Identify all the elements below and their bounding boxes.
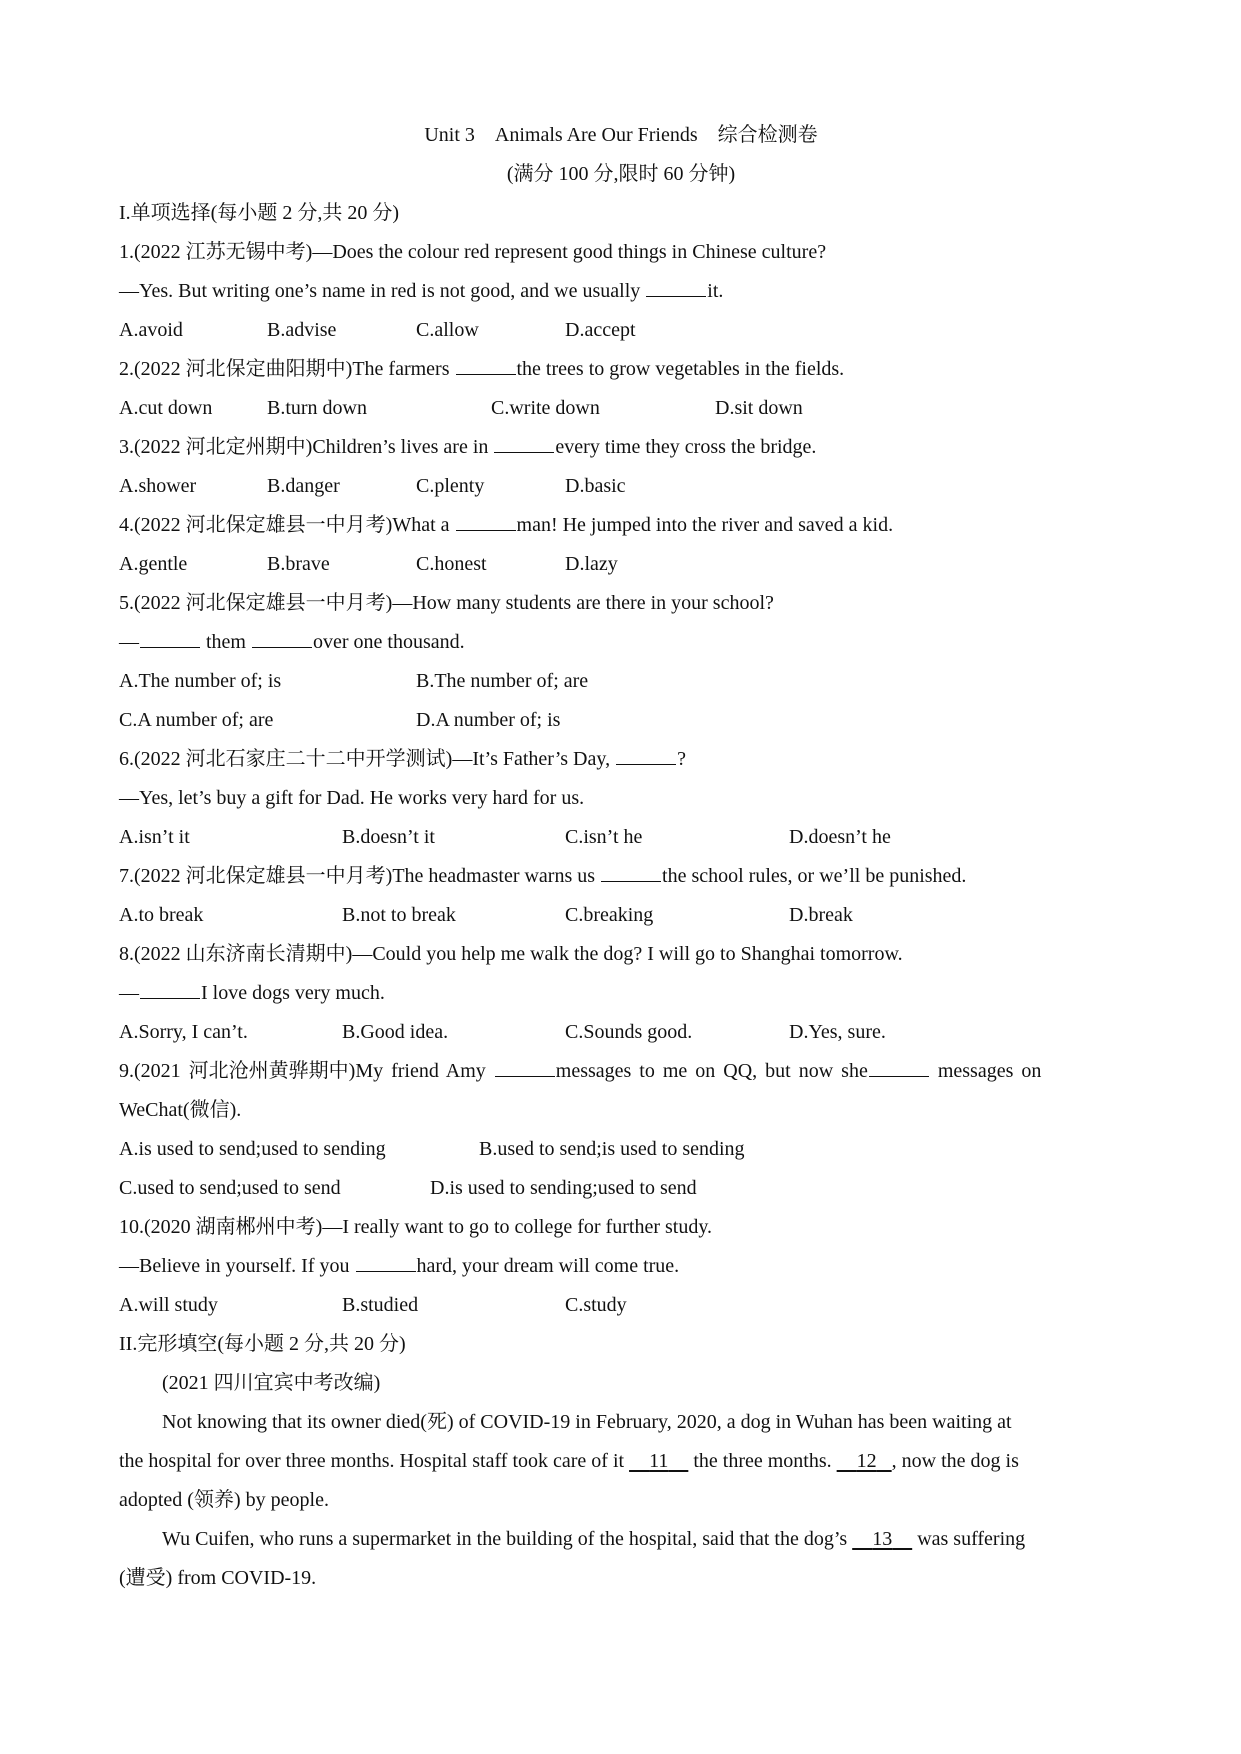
question-10-text: —Believe in yourself. If you [119,1255,355,1277]
option-b: B.brave [267,553,330,575]
question-1-reply-text: —Yes. But writing one’s name in red is not good, and we usually [119,280,646,302]
question-9-tail: messages on [929,1060,1042,1082]
option-c: C.Sounds good. [565,1021,693,1043]
option-d: D.is used to sending;used to send [430,1177,697,1199]
question-4-options [119,545,1123,584]
option-a: A.shower [119,475,197,497]
question-8-reply [119,974,1123,1013]
answer-blank [140,627,200,648]
passage-text: the hospital for over three months. Hospital staff took care of it [119,1450,630,1472]
question-1-stem: 1.(2022 江苏无锡中考)—Does the colour red represent good things in Chinese culture? [119,241,827,263]
option-c: C.study [565,1294,627,1316]
option-d: D.break [789,904,853,926]
question-4-stem [119,506,1123,545]
question-7-tail: the school rules, or we’ll be punished. [662,865,967,887]
question-8-options [119,1013,1123,1052]
option-b: B.advise [267,319,337,341]
passage-paragraph-2-line-2: (遭受) from COVID-19. [119,1567,317,1589]
option-a: A.is used to send;used to sending [119,1138,386,1160]
option-c: C.plenty [416,475,485,497]
question-6-reply: —Yes, let’s buy a gift for Dad. He works very hard for us. [119,787,585,809]
section-heading-2: II.完形填空(每小题 2 分,共 20 分) [119,1333,406,1355]
question-10-tail: hard, your dream will come true. [416,1255,680,1277]
cloze-number: 12 [856,1450,877,1472]
question-3-tail: every time they cross the bridge. [555,436,817,458]
option-b: B.turn down [267,397,367,419]
exam-content [119,116,1123,1598]
question-2-tail: the trees to grow vegetables in the fields. [516,358,845,380]
section-heading-1: I.单项选择(每小题 2 分,共 20 分) [119,202,399,224]
option-d: D.sit down [715,397,803,419]
option-d: D.basic [565,475,626,497]
question-7-text: 7.(2022 河北保定雄县一中月考)The headmaster warns us [119,865,601,887]
option-c: C.used to send;used to send [119,1177,341,1199]
option-d: D.lazy [565,553,618,575]
option-c: C.isn’t he [565,826,643,848]
question-5-reply [119,623,1123,662]
question-1-options [119,311,1123,350]
passage-text: Wu Cuifen, who runs a supermarket in the building of the hospital, said that the dog’s [162,1528,853,1550]
option-b: B.studied [342,1294,419,1316]
cloze-blank-11 [629,1450,688,1472]
option-d: D.doesn’t he [789,826,891,848]
option-d: D.accept [565,319,636,341]
question-6-tail: ? [677,748,686,770]
option-b: B.not to break [342,904,456,926]
question-2-stem [119,350,1123,389]
passage-paragraph-2-line-1 [119,1520,1123,1559]
question-5-stem: 5.(2022 河北保定雄县一中月考)—How many students are there in your school? [119,592,774,614]
option-b: B.used to send;is used to sending [479,1138,745,1160]
option-c: C.honest [416,553,487,575]
option-c: C.A number of; are [119,709,274,731]
option-a: A.Sorry, I can’t. [119,1021,248,1043]
passage-text: the three months. [688,1450,837,1472]
answer-blank [140,978,200,999]
question-3-stem [119,428,1123,467]
question-9-options-row-1 [119,1130,1123,1169]
question-10-stem: 10.(2020 湖南郴州中考)—I really want to go to college for further study. [119,1216,713,1238]
option-b: B.Good idea. [342,1021,449,1043]
question-10-reply [119,1247,1123,1286]
question-5-options-row-2 [119,701,1123,740]
passage-text: , now the dog is [891,1450,1019,1472]
cloze-number: 13 [872,1528,893,1550]
option-c: C.write down [491,397,600,419]
answer-blank [495,1056,555,1077]
question-9-text: 9.(2021 河北沧州黄骅期中)My friend Amy [119,1060,494,1082]
passage-paragraph-1-line-2 [119,1442,1123,1481]
question-4-text: 4.(2022 河北保定雄县一中月考)What a [119,514,455,536]
passage-paragraph-1-line-1: Not knowing that its owner died(死) of COVID-19 in February, 2020, a dog in Wuhan has been waiting at [162,1411,1012,1433]
question-5-tail: over one thousand. [313,631,465,653]
option-d: D.Yes, sure. [789,1021,886,1043]
answer-blank [616,744,676,765]
cloze-blank-13 [852,1528,912,1550]
question-3-options [119,467,1123,506]
question-5-dash: — [119,631,139,653]
question-6-stem [119,740,1123,779]
question-4-tail: man! He jumped into the river and saved a kid. [516,514,894,536]
question-8-stem: 8.(2022 山东济南长清期中)—Could you help me walk the dog? I will go to Shanghai tomorrow. [119,943,903,965]
option-a: A.gentle [119,553,188,575]
passage-source: (2021 四川宜宾中考改编) [162,1372,381,1394]
cloze-number: 11 [649,1450,669,1472]
question-9-stem [119,1052,1123,1091]
question-7-stem [119,857,1123,896]
question-1-reply [119,272,1123,311]
question-5-options-row-1 [119,662,1123,701]
answer-blank [869,1056,929,1077]
passage-paragraph-1-line-3: adopted (领养) by people. [119,1489,329,1511]
question-9-options-row-2 [119,1169,1123,1208]
option-b: B.The number of; are [416,670,589,692]
answer-blank [494,432,554,453]
option-a: A.to break [119,904,204,926]
question-8-tail: I love dogs very much. [201,982,385,1004]
option-c: C.breaking [565,904,654,926]
question-2-options [119,389,1123,428]
question-6-text: 6.(2022 河北石家庄二十二中开学测试)—It’s Father’s Day, [119,748,616,770]
option-a: A.cut down [119,397,213,419]
option-b: B.doesn’t it [342,826,435,848]
option-a: A.avoid [119,319,183,341]
page-subtitle: (满分 100 分,限时 60 分钟) [506,163,736,185]
cloze-blank-12 [837,1450,892,1472]
answer-blank [252,627,312,648]
option-c: C.allow [416,319,479,341]
answer-blank [456,510,516,531]
question-9-stem-cont: WeChat(微信). [119,1099,242,1121]
option-d: D.A number of; is [416,709,561,731]
answer-blank [601,861,661,882]
question-1-reply-tail: it. [707,280,724,302]
question-7-options [119,896,1123,935]
option-a: A.isn’t it [119,826,190,848]
question-9-mid: messages to me on QQ, but now she [555,1060,868,1082]
answer-blank [646,276,706,297]
question-3-text: 3.(2022 河北定州期中)Children’s lives are in [119,436,494,458]
passage-text: was suffering [912,1528,1026,1550]
question-6-options [119,818,1123,857]
page-title: Unit 3 Animals Are Our Friends 综合检测卷 [424,124,818,146]
question-10-options [119,1286,1123,1325]
option-a: A.will study [119,1294,218,1316]
question-5-mid: them [201,631,251,653]
question-8-dash: — [119,982,139,1004]
question-2-text: 2.(2022 河北保定曲阳期中)The farmers [119,358,455,380]
option-b: B.danger [267,475,340,497]
answer-blank [456,354,516,375]
answer-blank [356,1251,416,1272]
option-a: A.The number of; is [119,670,282,692]
